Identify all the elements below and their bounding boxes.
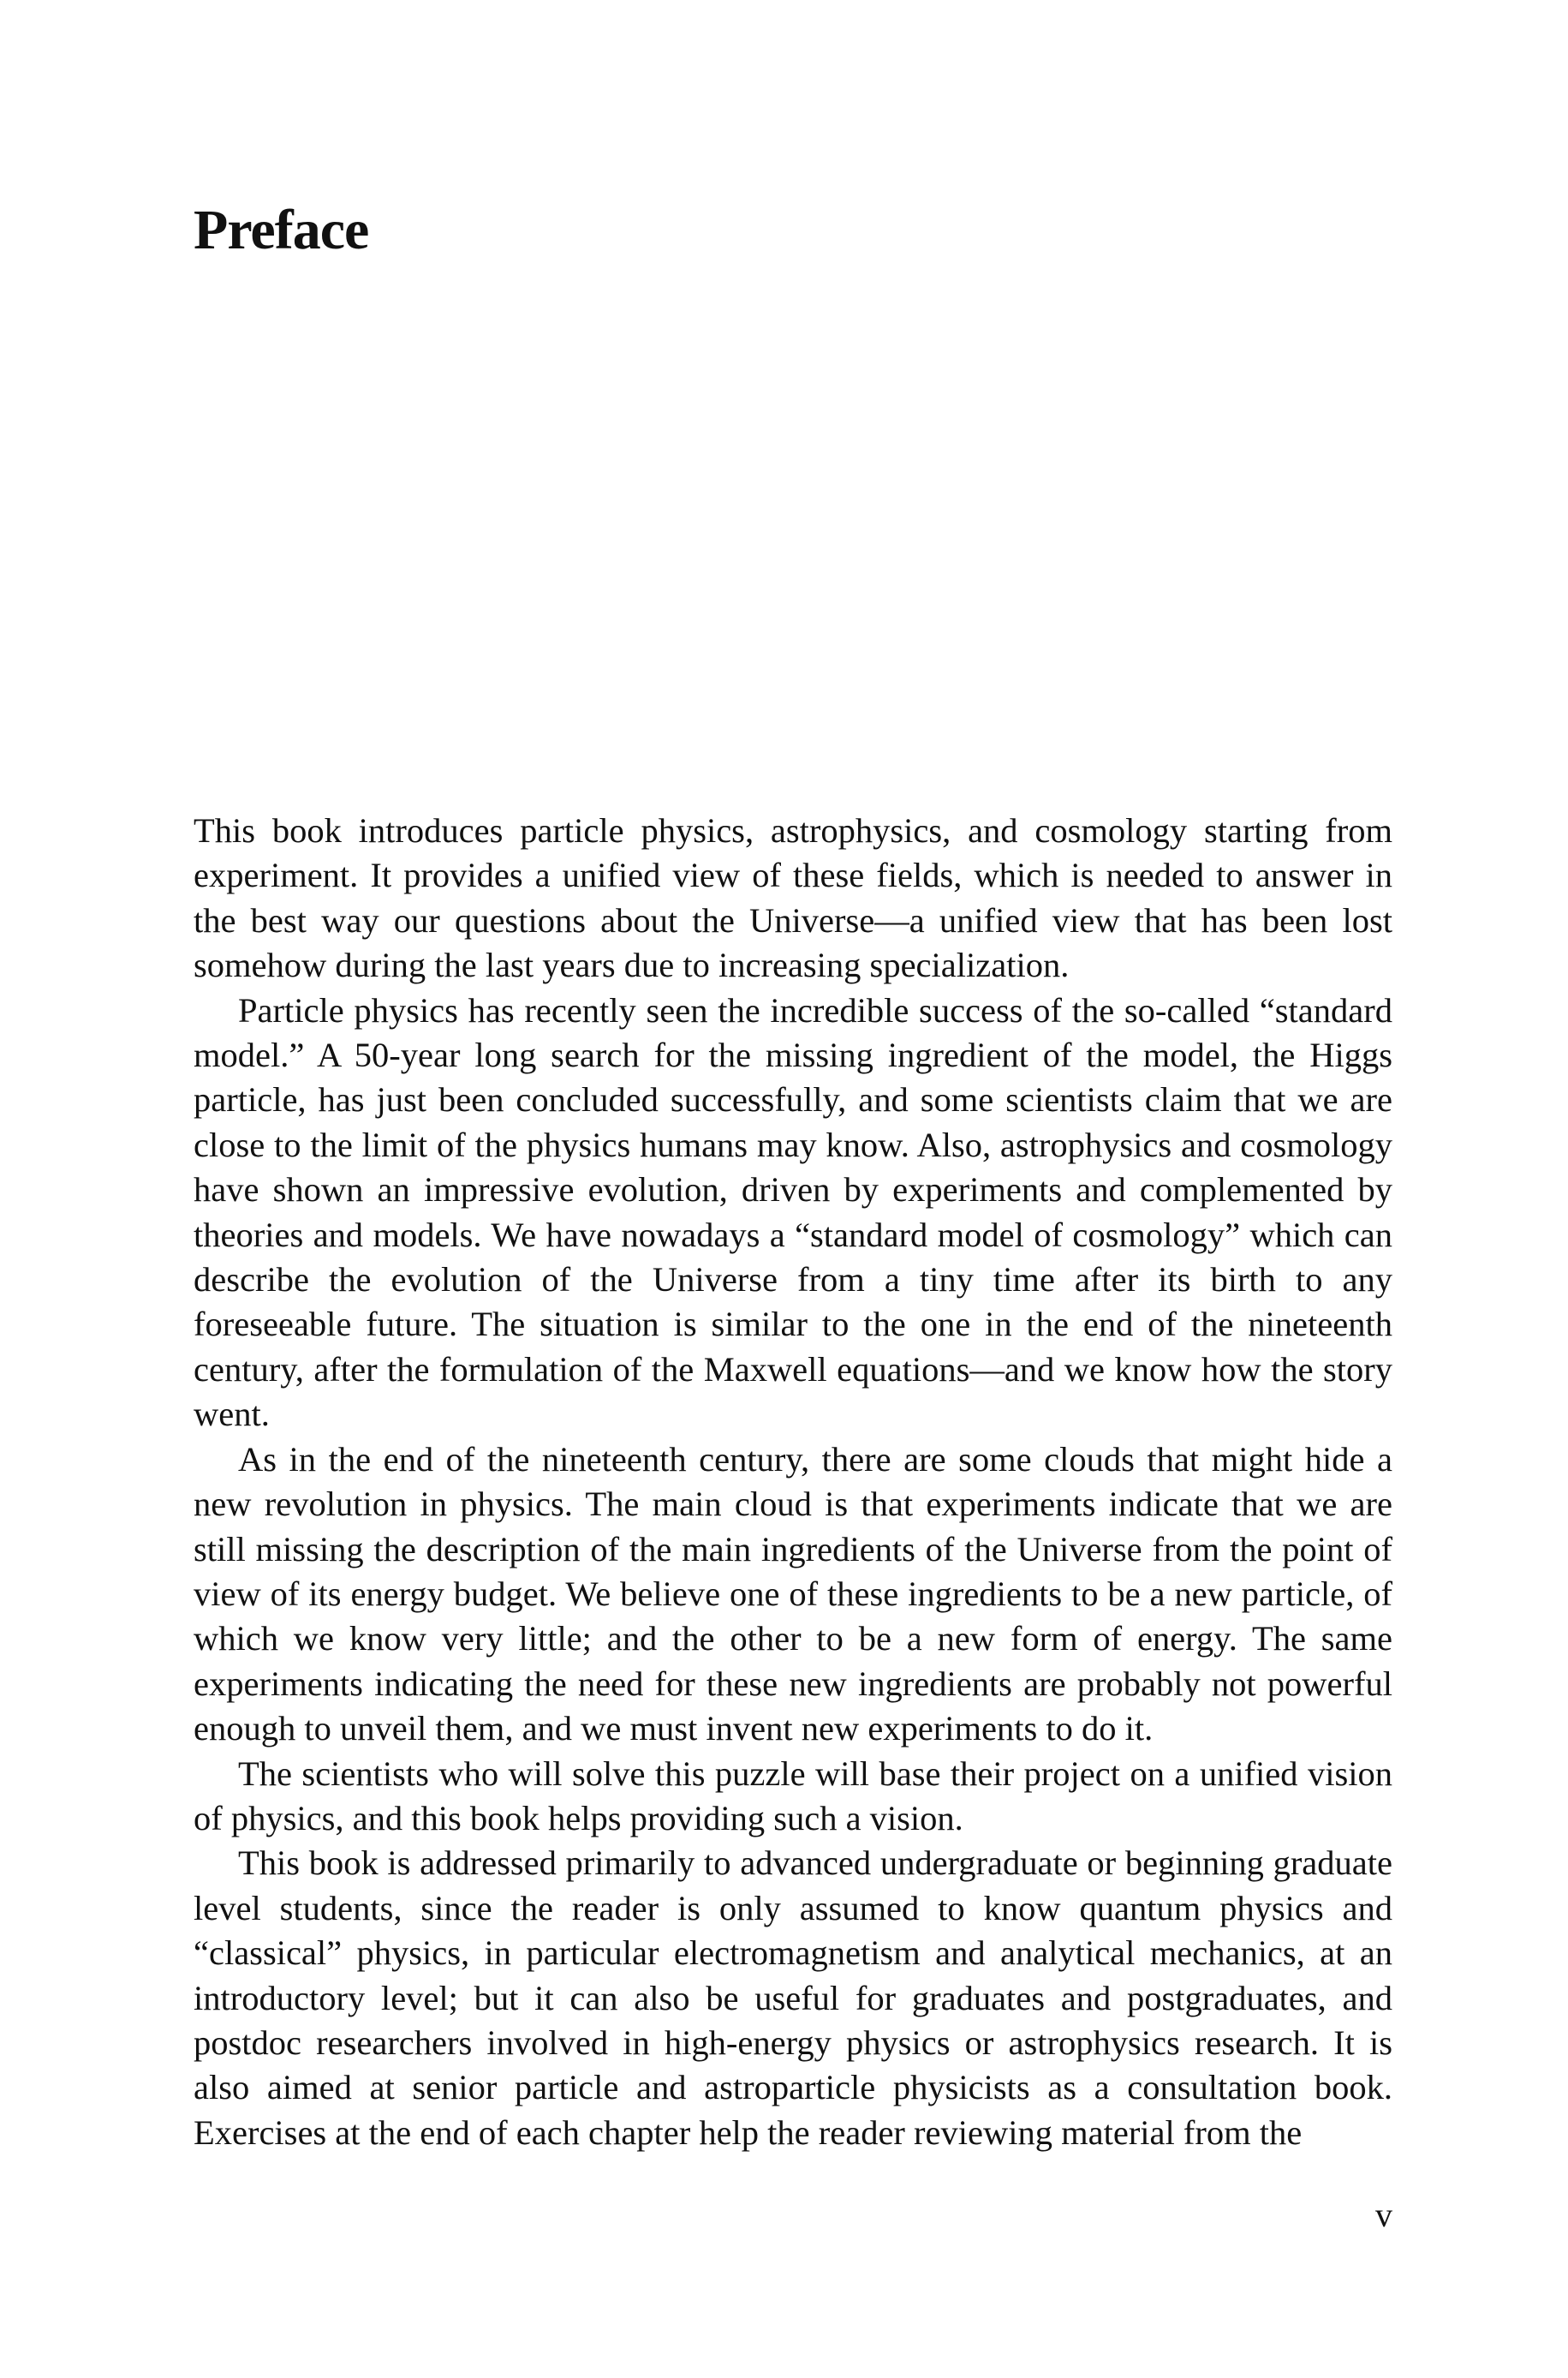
paragraph: As in the end of the nineteenth century, there are some clouds that might hide a new revolution in physics. The main cloud is that experiments indicate that we are still missing the description of the main ingredients of the Universe from the point of view of its energy budget. We believe one of these ingredients to be a new particle, of which we know very little; and the other to be a new form of energy. The same experiments indicating the need for these new ingredients are probably not powerful enough to unveil them, and we must invent new experiments to do it. [194,1439,1392,1748]
paragraph: This book is addressed primarily to advanced undergraduate or beginning graduate level students, since the reader is only assumed to know quantum physics and “classical” physics, in particular electromagnetism and analytical mechanics, at an introductory level; but it can also be useful for graduates and postgraduates, and postdoc researchers involved in high-energy physics or astrophysics research. It is also aimed at senior particle and astroparticle physicists as a consultation book. Exercises at the end of each chapter help the reader reviewing material from the [194,1843,1392,2152]
preface-body [194,809,1392,2155]
paragraph: The scientists who will solve this puzzle will base their project on a unified vision of physics, and this book helps providing such a vision. [194,1754,1392,1837]
paragraph: This book introduces particle physics, astrophysics, and cosmology starting from experiment. It provides a unified view of these fields, which is needed to answer in the best way our questions about the Universe—a unified view that has been lost somehow during the last years due to increasing specialization. [194,811,1392,985]
page-title: Preface [194,199,369,261]
page-number: v [1375,2196,1392,2234]
paragraph: Particle physics has recently seen the incredible success of the so-called “standard model.” A 50-year long search for the missing ingredient of the model, the Higgs particle, has just been concluded successfully, and some scientists claim that we are close to the limit of the physics humans may know. Also, astrophysics and cosmology have shown an impressive evolution, driven by experiments and complemented by theories and models. We have nowadays a “standard model of cosmology” which can describe the evolution of the Universe from a tiny time after its birth to any foreseeable future. The situation is similar to the one in the end of the nineteenth century, after the formulation of the Maxwell equations—and we know how the story went. [194,990,1392,1434]
